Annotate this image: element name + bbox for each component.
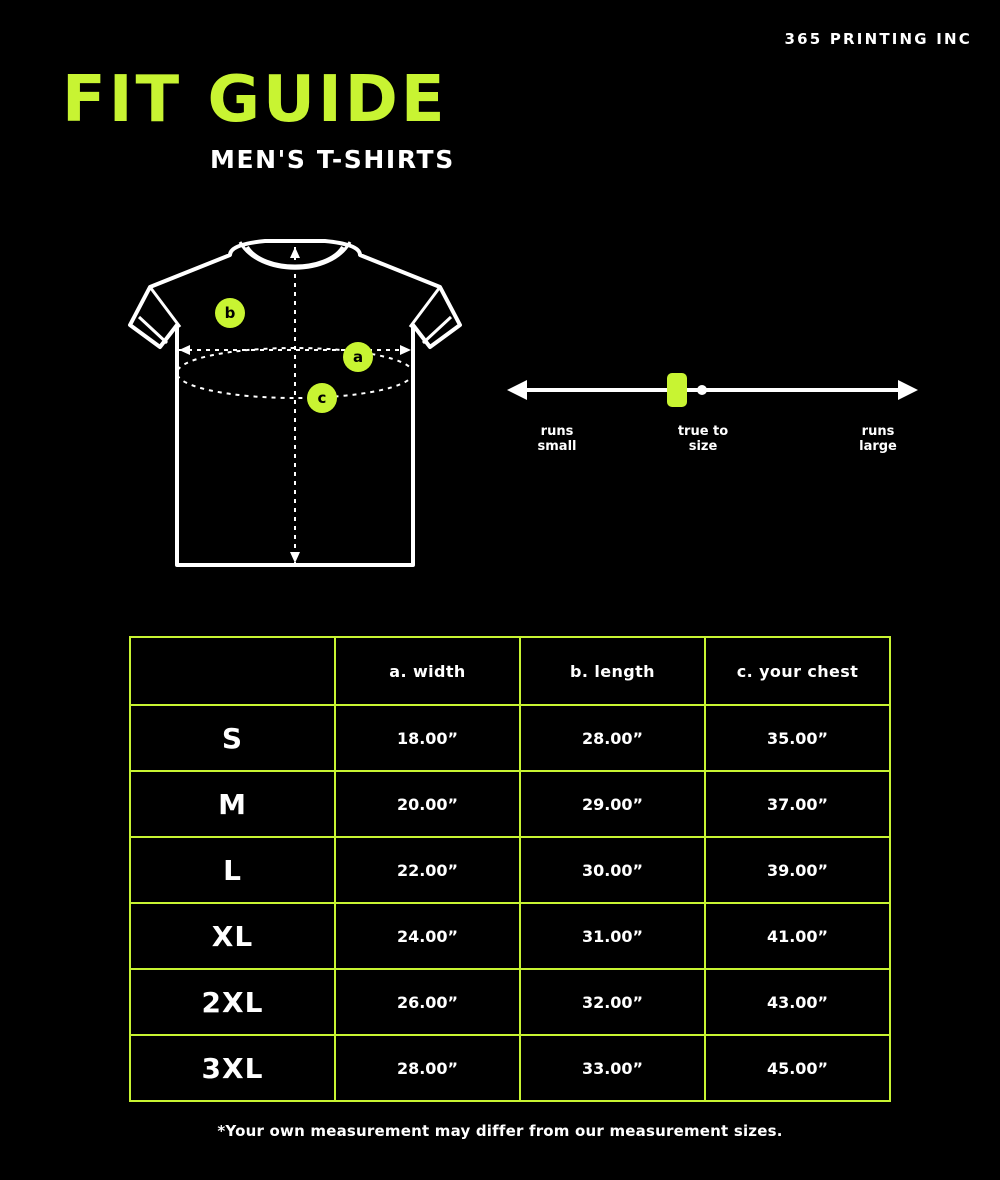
cell-length: 33.00” <box>520 1035 705 1101</box>
cell-size: L <box>130 837 335 903</box>
cell-size: XL <box>130 903 335 969</box>
fit-scale-label-large-line1: runs <box>861 424 895 439</box>
cell-chest: 41.00” <box>705 903 890 969</box>
tshirt-icon <box>95 225 495 585</box>
cell-length: 29.00” <box>520 771 705 837</box>
cell-size: M <box>130 771 335 837</box>
cell-length: 32.00” <box>520 969 705 1035</box>
header-width: a. width <box>335 637 520 705</box>
cell-chest: 43.00” <box>705 969 890 1035</box>
fit-scale-axis-icon <box>505 360 920 420</box>
size-table-head <box>130 637 890 705</box>
header-size <box>130 637 335 705</box>
page-title: FIT GUIDE <box>62 63 448 137</box>
table-row <box>130 969 890 1035</box>
brand-label: 365 PRINTING INC <box>784 30 972 48</box>
cell-length: 30.00” <box>520 837 705 903</box>
cell-length: 31.00” <box>520 903 705 969</box>
tshirt-diagram <box>95 225 495 585</box>
table-header-row <box>130 637 890 705</box>
table-row <box>130 837 890 903</box>
cell-size: 3XL <box>130 1035 335 1101</box>
footnote: *Your own measurement may differ from our measurement sizes. <box>217 1122 783 1140</box>
table-row <box>130 1035 890 1101</box>
cell-chest: 39.00” <box>705 837 890 903</box>
fit-scale-label-large-line2: large <box>859 438 897 454</box>
fit-scale-label-large <box>835 425 921 455</box>
cell-width: 18.00” <box>335 705 520 771</box>
header-chest: c. your chest <box>705 637 890 705</box>
fit-scale <box>505 360 920 475</box>
cell-width: 20.00” <box>335 771 520 837</box>
cell-width: 28.00” <box>335 1035 520 1101</box>
cell-width: 26.00” <box>335 969 520 1035</box>
header-length: b. length <box>520 637 705 705</box>
cell-chest: 45.00” <box>705 1035 890 1101</box>
size-chart <box>129 636 889 1102</box>
measure-badge-a: a <box>343 342 373 372</box>
cell-size: S <box>130 705 335 771</box>
cell-width: 22.00” <box>335 837 520 903</box>
size-table <box>129 636 891 1102</box>
cell-chest: 37.00” <box>705 771 890 837</box>
fit-scale-label-true <box>653 425 753 455</box>
cell-width: 24.00” <box>335 903 520 969</box>
fit-scale-label-small-line2: small <box>537 438 577 454</box>
table-row <box>130 903 890 969</box>
cell-chest: 35.00” <box>705 705 890 771</box>
fit-scale-label-small <box>507 425 607 455</box>
fit-scale-label-true-line1: true to <box>677 424 729 439</box>
page-subtitle: MEN'S T-SHIRTS <box>210 145 455 174</box>
measure-badge-b: b <box>215 298 245 328</box>
table-row <box>130 705 890 771</box>
fit-scale-label-small-line1: runs <box>540 424 574 439</box>
table-row <box>130 771 890 837</box>
fit-scale-label-true-line2: size <box>688 438 718 454</box>
cell-size: 2XL <box>130 969 335 1035</box>
cell-length: 28.00” <box>520 705 705 771</box>
size-table-body <box>130 705 890 1101</box>
measure-badge-c: c <box>307 383 337 413</box>
